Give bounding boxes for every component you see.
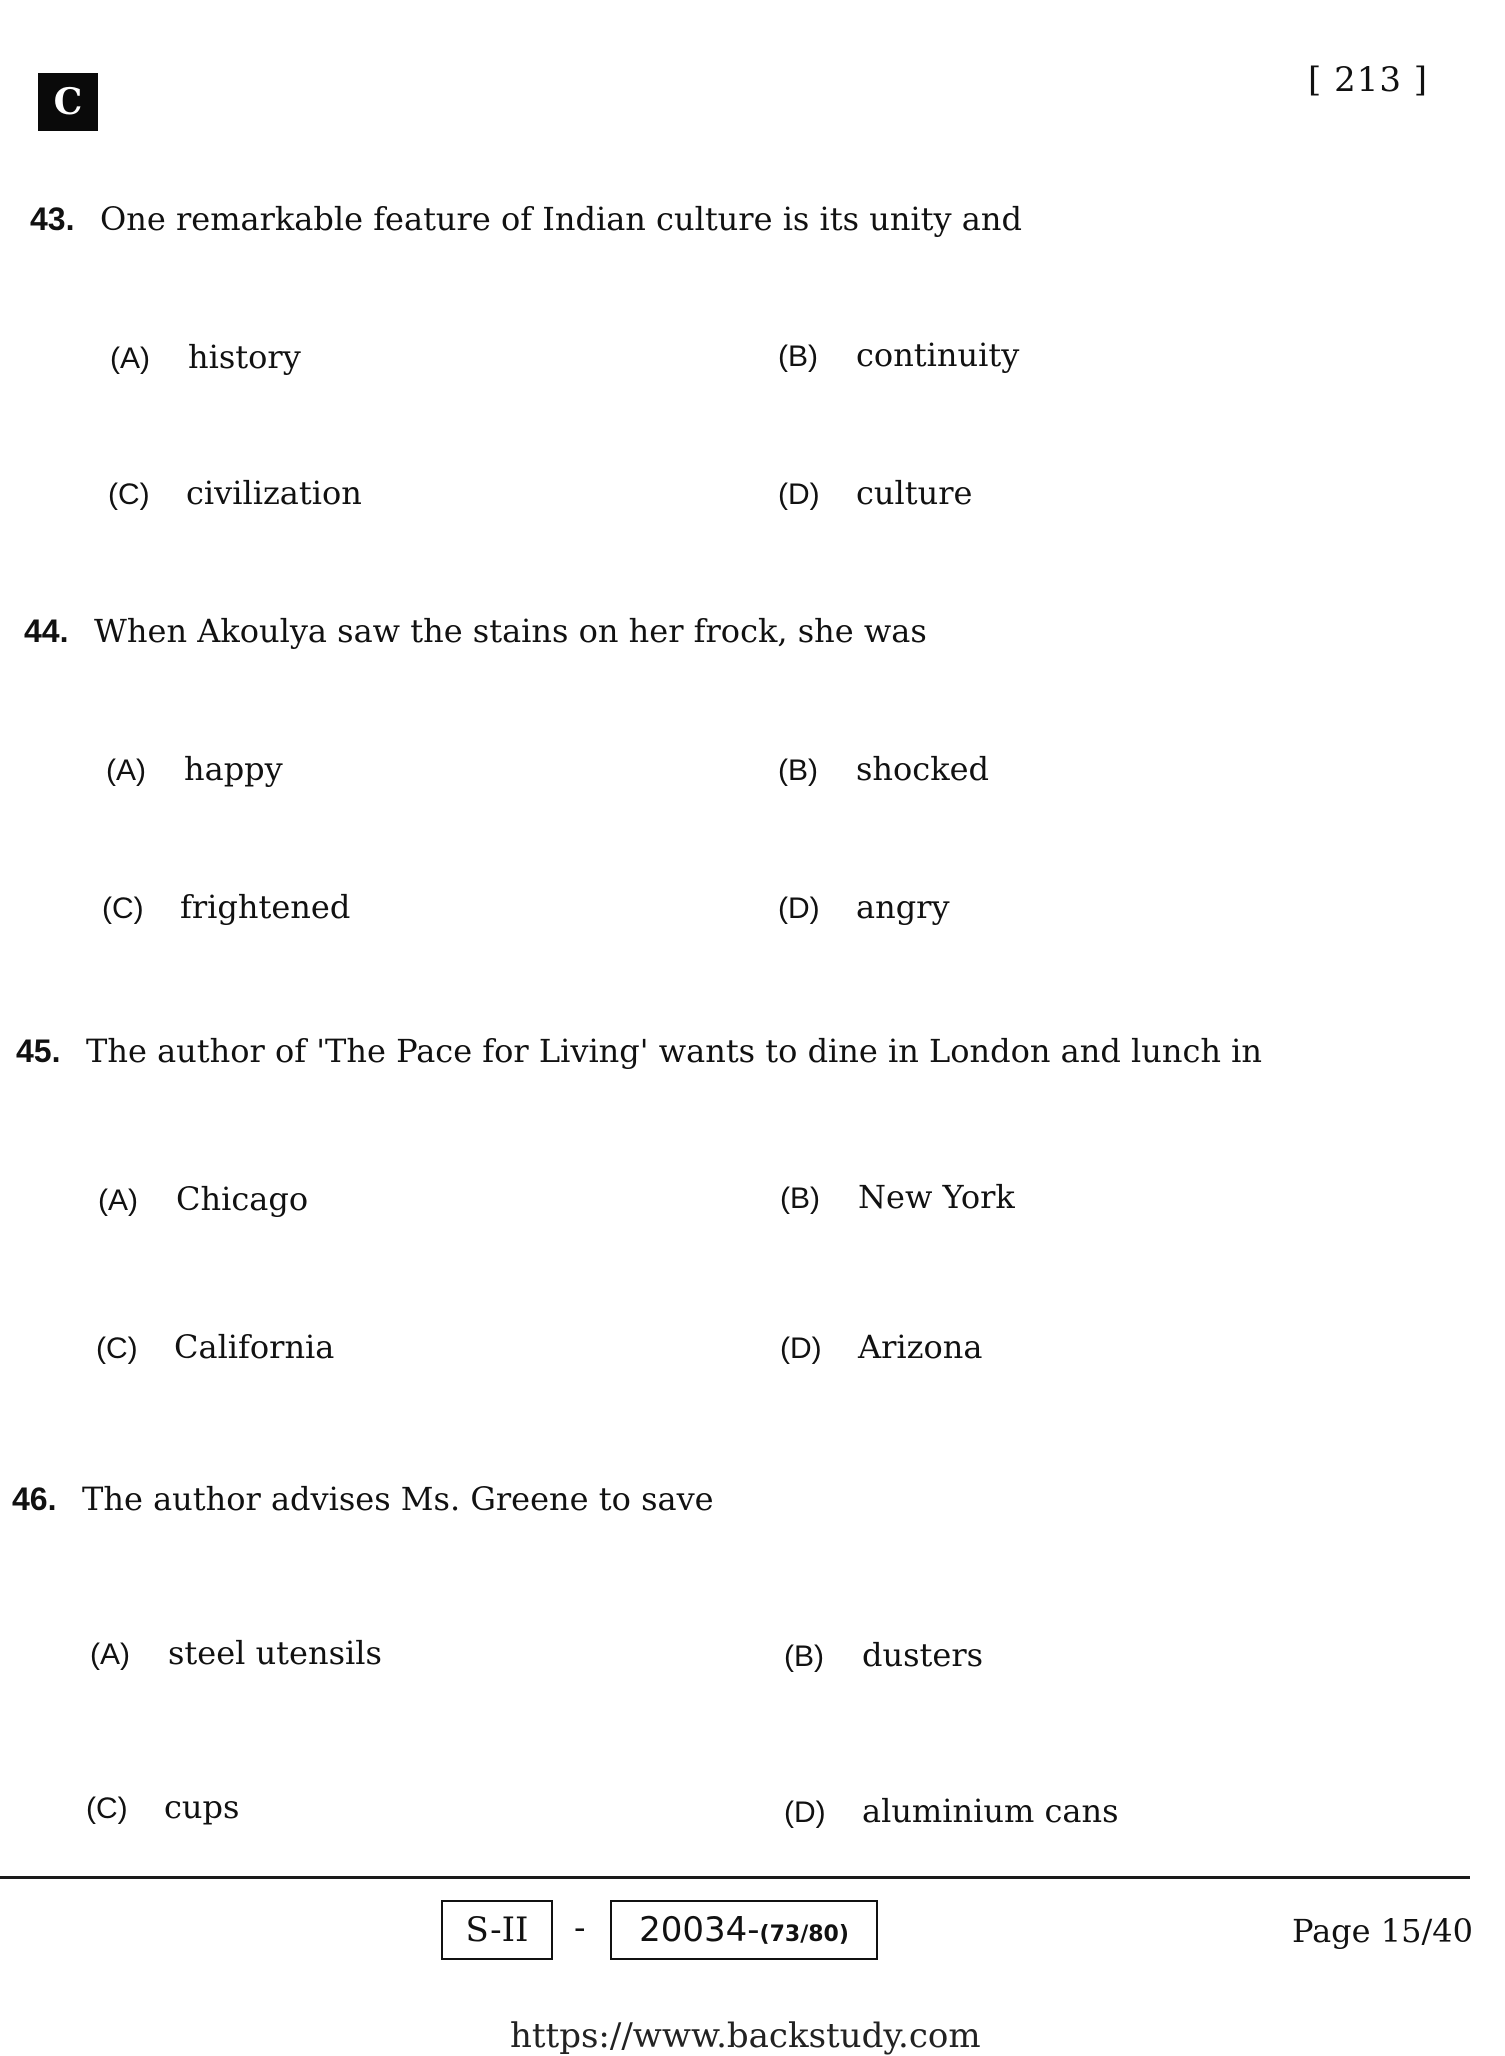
option-text: history [188, 338, 301, 376]
option-text: dusters [862, 1636, 984, 1674]
option-43-b[interactable] [778, 336, 1019, 374]
option-text: angry [856, 888, 950, 926]
option-45-c[interactable] [96, 1328, 334, 1366]
option-label: (D) [778, 892, 820, 925]
footer-separator: - [574, 1908, 586, 1948]
option-text: culture [856, 474, 973, 512]
option-label: (C) [86, 1792, 128, 1825]
option-label: (C) [96, 1332, 138, 1365]
option-label: (A) [90, 1638, 130, 1671]
question-45 [16, 1032, 1262, 1070]
option-44-c[interactable] [102, 888, 350, 926]
option-label: (B) [778, 754, 818, 787]
option-text: steel utensils [168, 1634, 382, 1672]
option-label: (C) [108, 478, 150, 511]
option-text: New York [858, 1178, 1015, 1216]
option-label: (D) [778, 478, 820, 511]
option-text: shocked [856, 750, 990, 788]
option-text: happy [184, 750, 283, 788]
option-44-b[interactable] [778, 750, 989, 788]
option-45-b[interactable] [780, 1178, 1015, 1216]
question-number: 44. [24, 613, 69, 649]
option-44-a[interactable] [106, 750, 283, 788]
option-label: (C) [102, 892, 144, 925]
option-label: (B) [784, 1640, 824, 1673]
option-label: (A) [98, 1184, 138, 1217]
option-text: aluminium cans [862, 1792, 1119, 1830]
option-label: (B) [780, 1182, 820, 1215]
option-text: Chicago [176, 1180, 309, 1218]
option-44-d[interactable] [778, 888, 950, 926]
watermark-url[interactable]: https://www.backstudy.com [510, 2016, 981, 2056]
footer-divider [0, 1876, 1470, 1879]
option-46-d[interactable] [784, 1792, 1119, 1830]
option-text: continuity [856, 336, 1020, 374]
question-text: When Akoulya saw the stains on her frock, she was [94, 612, 927, 650]
series-box [441, 1900, 553, 1960]
paper-code-sub: (73/80) [759, 1922, 849, 1947]
question-number: 43. [30, 201, 75, 237]
option-label: (A) [106, 754, 146, 787]
question-number: 45. [16, 1033, 61, 1069]
option-text: Arizona [858, 1328, 983, 1366]
option-text: cups [164, 1788, 240, 1826]
option-label: (D) [780, 1332, 822, 1365]
question-46 [12, 1480, 714, 1518]
option-46-a[interactable] [90, 1634, 382, 1672]
option-45-d[interactable] [780, 1328, 982, 1366]
question-number: 46. [12, 1481, 57, 1517]
question-44 [24, 612, 927, 650]
set-badge: C [38, 73, 98, 131]
option-45-a[interactable] [98, 1180, 308, 1218]
question-text: One remarkable feature of Indian culture is its unity and [100, 200, 1022, 238]
option-text: California [174, 1328, 335, 1366]
option-43-c[interactable] [108, 474, 362, 512]
question-43 [30, 200, 1022, 238]
option-label: (D) [784, 1796, 826, 1829]
series-label: S-II [465, 1910, 529, 1950]
option-46-c[interactable] [86, 1788, 239, 1826]
option-text: civilization [186, 474, 362, 512]
option-label: (B) [778, 340, 818, 373]
page-code: [ 213 ] [1308, 60, 1429, 100]
page-number: Page 15/40 [1292, 1912, 1473, 1950]
paper-code-box [610, 1900, 878, 1960]
question-text: The author advises Ms. Greene to save [82, 1480, 714, 1518]
option-46-b[interactable] [784, 1636, 983, 1674]
question-text: The author of 'The Pace for Living' wants to dine in London and lunch in [86, 1032, 1263, 1070]
option-text: frightened [180, 888, 351, 926]
option-label: (A) [110, 342, 150, 375]
option-43-a[interactable] [110, 338, 301, 376]
option-43-d[interactable] [778, 474, 972, 512]
paper-code: 20034- [639, 1910, 760, 1950]
